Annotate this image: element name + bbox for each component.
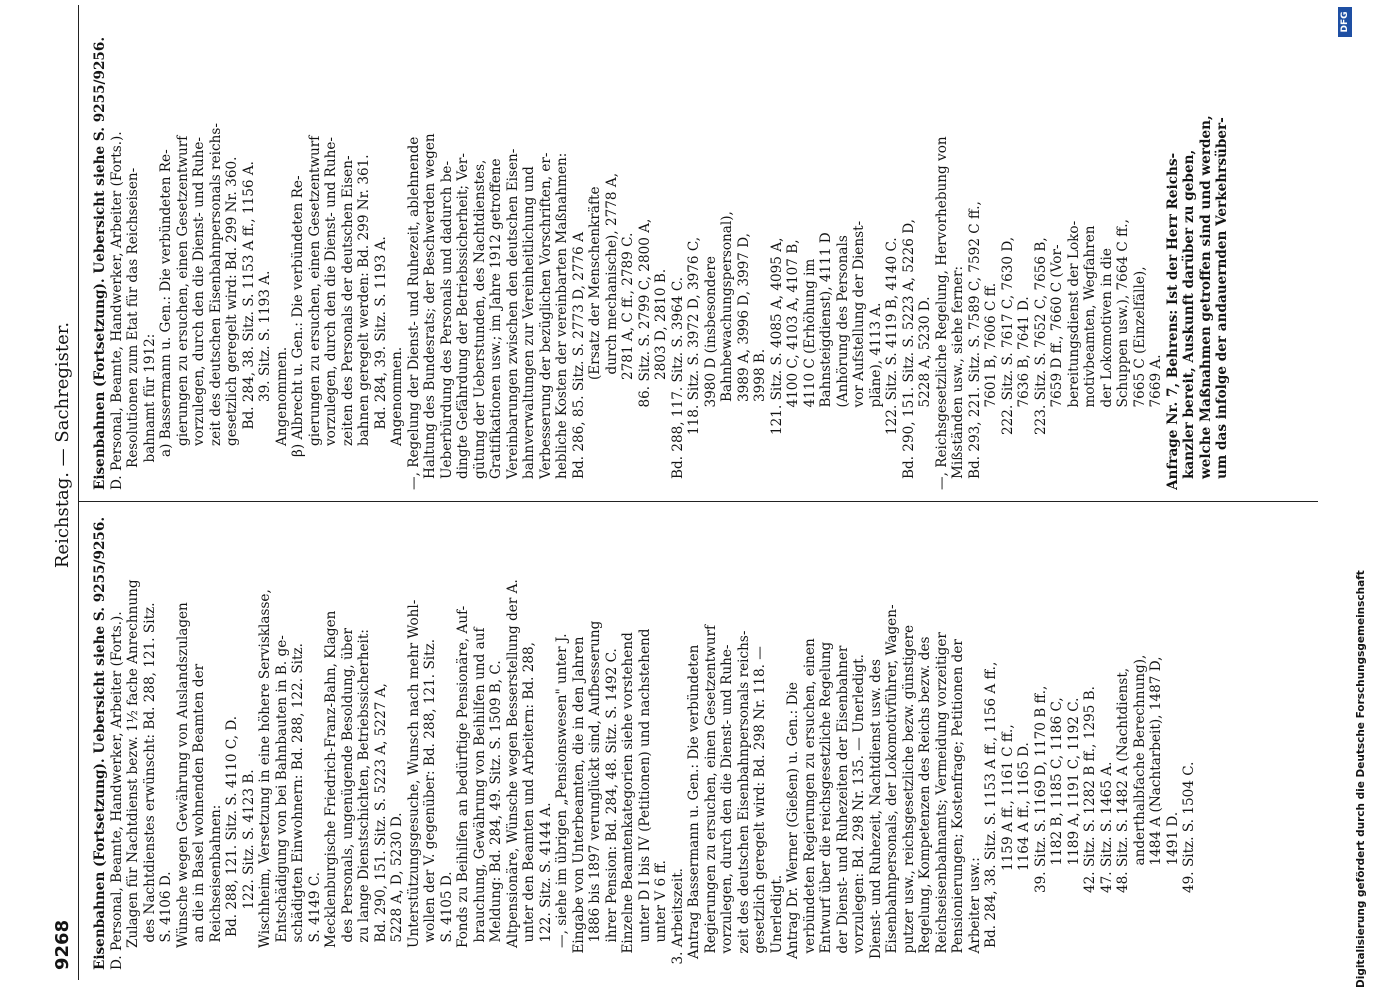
- index-line: vorzulegen: Bd. 298 Nr. 135. — Unerledigt.: [851, 654, 867, 954]
- index-line: —, Regelung der Dienst- und Ruhezeit, ablehnende: [405, 136, 422, 490]
- index-line: 122. Sitz. S. 4123 B.: [240, 769, 257, 910]
- index-line: 2803 D, 2810 B.: [653, 268, 669, 380]
- index-line: zeit des deutschen Eisenbahnpersonals reichs-: [735, 630, 752, 954]
- index-line: 5228 A, D, 5230 D.: [389, 812, 405, 943]
- index-line: zeiten des Personals der deutschen Eisen-: [339, 155, 356, 446]
- index-line: 7601 B, 7606 C ff.: [983, 282, 999, 408]
- index-line: der Dienst- und Ruhezeiten der Eisenbahner: [834, 645, 851, 954]
- index-line: Eisenbahnen (Fortsetzung). Uebersicht siehe S. 9255/9256.: [92, 36, 108, 490]
- index-line: Mecklenburgische Friedrich-Franz-Bahn, Klagen: [323, 610, 339, 948]
- index-line: zu lange Dienstschichten, Betriebssicherheit:: [356, 629, 372, 943]
- index-line: β) Albrecht u. Gen.: Die verbündeten Re-: [290, 175, 306, 457]
- index-line: Regierungen zu ersuchen, einen Gesetzentwurf: [702, 624, 719, 954]
- index-line: hebliche Kosten der vereinbarten Maßnahmen:: [554, 152, 570, 479]
- index-line: zeit des deutschen Eisenbahnpersonals reichs-: [207, 123, 224, 446]
- index-line: anderthalbfache Berechnung),: [1131, 654, 1148, 866]
- index-line: 1484 A (Nachtarbeit), 1487 D,: [1148, 656, 1164, 866]
- digitization-credit: Digitalisierung gefördert durch die Deutsche Forschungsgemeinschaft: [1355, 570, 1367, 988]
- page-number: 9268: [52, 919, 73, 970]
- page-title: Reichstag. — Sachregister.: [52, 321, 73, 569]
- column-divider: [78, 501, 1318, 502]
- index-line: wollen der V. gegenüber: Bd. 288, 121. Sitz.: [422, 638, 438, 943]
- index-line: brauchung, Gewährung von Beihilfen und auf: [471, 627, 488, 943]
- index-line: Resolutionen zum Etat für das Reichseisen-: [125, 167, 141, 468]
- index-line: Eisenbahnen (Fortsetzung). Uebersicht siehe S. 9255/9256.: [92, 516, 108, 970]
- index-line: 1189 A, 1191 C, 1192 C.: [1065, 697, 1082, 866]
- index-line: Verbesserung der bezüglichen Vorschriften, er-: [537, 152, 554, 479]
- index-line: Schuppen usw.), 7664 C ff.,: [1115, 219, 1131, 408]
- index-line: Unterstützungsgesuche, Wunsch nach mehr Wohl-: [405, 599, 422, 948]
- index-line: gütung der Ueberstunden, des Nachtdienstes,: [471, 159, 488, 479]
- index-line: 49. Sitz. S. 1504 C.: [1181, 761, 1197, 893]
- index-line: —, siehe im übrigen „Pensionswesen" unter J.: [554, 633, 570, 948]
- index-line: Bahnsteigdienst), 4111 D: [818, 232, 834, 408]
- index-line: D. Personal, Beamte, Handwerker, Arbeiter (Forts.).: [108, 131, 125, 490]
- index-line: bahnamt für 1912:: [141, 333, 158, 463]
- index-line: Altpensionäre, Wünsche wegen Besserstellung der A.: [504, 579, 521, 948]
- index-line: Angenommen.: [389, 346, 405, 446]
- index-line: Bd. 293, 221. Sitz. S. 7589 C, 7592 C ff.,: [966, 201, 983, 479]
- index-line: 4100 C, 4103 A, 4107 B,: [785, 239, 801, 408]
- index-line: Bd. 290, 151. Sitz. S. 5223 A, 5226 D,: [900, 219, 917, 479]
- index-line: kanzler bereit, Auskunft darüber zu geben,: [1181, 149, 1197, 479]
- index-line: unter den Beamten und Arbeitern: Bd. 288,: [521, 642, 537, 943]
- index-line: 7659 D ff., 7660 C (Vor-: [1049, 244, 1065, 408]
- index-line: durch mechanische), 2778 A,: [603, 172, 620, 375]
- index-line: putzer usw., reichsgesetzliche bezw. günstigere: [900, 624, 917, 954]
- index-line: Ueberbürdung des Personals und dadurch be-: [438, 160, 455, 479]
- index-line: bereitungsdienst der Loko-: [1065, 220, 1082, 408]
- index-line: dingte Gefährdung der Betriebssicherheit; Ver-: [455, 153, 471, 479]
- index-line: 1886 bis 1897 verunglückt sind, Aufbesserung: [587, 620, 603, 943]
- index-line: Bd. 284, 38. Sitz. S. 1153 A ff., 1156 A ff.,: [983, 661, 999, 948]
- index-line: Regelung, Kompetenzen des Reichs bezw. des: [917, 636, 933, 954]
- index-line: der Lokomotiven in die: [1098, 248, 1115, 408]
- index-line: unter V 6 ff.: [653, 860, 669, 943]
- index-line: 122. Sitz. S. 4144 A.: [537, 802, 554, 943]
- index-line: schädigten Einwohnern: Bd. 288, 122. Sitz.: [290, 643, 306, 943]
- index-line: 3998 B.: [752, 348, 768, 402]
- index-line: 222. Sitz. S. 7617 C, 7630 D,: [999, 236, 1016, 435]
- index-line: 7665 C (Einzelfälle),: [1131, 266, 1148, 408]
- index-line: Angenommen.: [273, 346, 290, 446]
- index-line: 223. Sitz. S. 7652 C, 7656 B,: [1032, 237, 1049, 435]
- index-line: S. 4149 C.: [306, 871, 323, 943]
- index-line: D. Personal, Beamte, Handwerker, Arbeiter (Forts.).: [108, 611, 125, 970]
- index-line: 1159 A ff., 1161 C ff.,: [999, 724, 1016, 871]
- index-line: Bd. 284, 38. Sitz. S. 1153 A ff., 1156 A.: [240, 160, 257, 430]
- index-line: bahnverwaltungen zur Vereinheitlichung und: [521, 166, 537, 479]
- index-line: gierungen zu ersuchen, einen Gesetzentwurf: [174, 135, 191, 446]
- index-line: Mißständen usw., siehe ferner:: [950, 265, 966, 479]
- index-line: 2781 A, C ff., 2789 C.: [620, 232, 636, 380]
- index-line: (Ersatz der Menschenkräfte: [587, 186, 603, 380]
- index-line: vor Aufstellung der Dienst-: [851, 220, 867, 408]
- index-line: S. 4105 D.: [438, 871, 455, 943]
- index-line: 47. Sitz. S. 1465 A.: [1098, 761, 1115, 893]
- index-line: 42. Sitz. S. 1282 B ff., 1295 B.: [1082, 686, 1098, 893]
- index-line: 1182 B, 1185 C, 1186 C,: [1049, 697, 1065, 866]
- index-line: 7636 B, 7641 D.: [1016, 296, 1032, 408]
- index-line: gierungen zu ersuchen, einen Gesetzentwurf: [306, 135, 323, 446]
- index-line: Reichseisenbahnamts; Vermeidung vorzeitiger: [933, 632, 950, 954]
- left-column: [92, 515, 1198, 970]
- index-line: gesetzlich geregelt wird: Bd. 299 Nr. 360.: [224, 156, 240, 446]
- index-line: vorzulegen, durch den die Dienst- und Ruhe-: [719, 644, 735, 954]
- index-line: welche Maßnahmen getroffen sind und werden,: [1197, 115, 1214, 479]
- index-line: (Anhörung des Personals: [834, 235, 851, 408]
- index-line: Bd. 288, 121. Sitz. S. 4110 C, D.: [224, 715, 240, 937]
- index-line: Haltung des Bundesrats; der Beschwerden wegen: [422, 133, 438, 479]
- index-line: Einzelne Beamtenkategorien siehe vorstehend: [620, 632, 636, 954]
- index-line: vorzulegen, durch den die Dienst- und Ruhe-: [191, 136, 207, 446]
- index-line: Eingabe von Unterbeamten, die in den Jahren: [570, 636, 587, 954]
- index-line: gesetzlich geregelt wird: Bd. 298 Nr. 118. —: [752, 646, 768, 954]
- index-line: Bd. 284, 39. Sitz. S. 1193 A.: [372, 236, 389, 430]
- index-line: ihrer Pension: Bd. 284, 48. Sitz. S. 1492 C.: [603, 648, 620, 943]
- index-line: Vereinbarungen zwischen den deutschen Eisen-: [504, 148, 521, 479]
- index-line: an die in Basel wohnenden Beamten der: [191, 663, 207, 943]
- index-line: Entwurf über die reichsgesetzliche Regelung: [818, 641, 834, 954]
- index-line: Entschädigung von bei Bahnbauten in B. ge-: [273, 635, 290, 943]
- index-line: verbündeten Regierungen zu ersuchen, einen: [801, 638, 818, 954]
- index-line: Bahnbewachungspersonal),: [719, 211, 735, 402]
- index-line: S. 4106 D.: [158, 871, 174, 943]
- index-line: Bd. 288, 117. Sitz. S. 3964 C.: [669, 276, 686, 479]
- index-line: motivbeamten, Wegfahren: [1082, 225, 1098, 408]
- right-column: [92, 35, 1231, 490]
- index-line: a) Bassermann u. Gen.: Die verbündeten Re-: [158, 149, 174, 457]
- index-line: des Personals, ungenügende Besoldung, über: [339, 627, 356, 943]
- index-line: unter D I bis IV (Petitionen) und nachstehend: [636, 628, 653, 943]
- index-line: —, Reichsgesetzliche Regelung, Hervorhebung von: [933, 136, 950, 490]
- index-line: Pensionierungen; Kostenfrage; Petitionen der: [950, 639, 966, 954]
- index-line: 122. Sitz. S. 4119 B, 4140 C.: [884, 237, 900, 435]
- index-line: Zulagen für Nachtdienst bezw. 1½ fache Anrechnung: [125, 579, 141, 948]
- index-line: 3989 A, 3996 D, 3997 D,: [735, 233, 752, 402]
- index-line: 1164 A ff., 1165 D.: [1016, 742, 1032, 871]
- index-line: Antrag Bassermann u. Gen.: Die verbündeten: [686, 644, 702, 959]
- index-line: 3980 D (insbesondere: [702, 256, 719, 408]
- index-line: Eisenbahnpersonals, der Lokomotivführer, Wagen-: [884, 604, 900, 954]
- index-line: Meldung: Bd. 284, 49. Sitz. S. 1509 B, C.: [488, 660, 504, 943]
- index-line: Fonds zu Beihilfen an bedürftige Pensionäre, Auf-: [455, 605, 471, 948]
- index-line: Antrag Dr. Werner (Gießen) u. Gen.: Die: [785, 682, 801, 959]
- index-line: Gratifikationen usw.; im Jahre 1912 getroffene: [488, 158, 504, 479]
- index-line: Dienst- und Ruhezeit, Nachtdienst usw. des: [867, 659, 884, 959]
- index-line: 5228 A, 5230 D.: [917, 296, 933, 408]
- index-line: 86. Sitz. S. 2799 C, 2800 A,: [636, 218, 653, 408]
- index-line: 39. Sitz. S. 1169 D, 1170 B ff.,: [1032, 685, 1049, 893]
- header-rule: [78, 5, 79, 980]
- index-line: 1491 D.: [1164, 811, 1181, 866]
- index-line: Wischheim, Versetzung in eine höhere Servisklasse,: [257, 589, 273, 948]
- index-line: Arbeiter usw.:: [966, 857, 983, 954]
- index-line: Bd. 286, 85. Sitz. S. 2773 D, 2776 A: [570, 232, 587, 479]
- index-line: 121. Sitz. S. 4085 A, 4095 A,: [768, 237, 785, 435]
- index-line: bahnen geregelt werden: Bd. 299 Nr. 361.: [356, 154, 372, 446]
- index-line: Wünsche wegen Gewährung von Auslandszulagen: [174, 602, 191, 948]
- index-line: 7669 A.: [1148, 354, 1164, 408]
- index-line: Unerledigt.: [768, 874, 785, 954]
- index-line: des Nachtdienstes erwünscht: Bd. 288, 121. Sitz.: [141, 602, 158, 943]
- index-line: 48. Sitz. S. 1482 A (Nachtdienst,: [1115, 667, 1131, 893]
- index-line: pläne), 4113 A.: [867, 302, 884, 408]
- dfg-logo: DFG: [1338, 7, 1352, 37]
- index-line: 39. Sitz. S. 1193 A.: [257, 270, 273, 402]
- index-line: um das infolge der andauernden Verkehrsüber-: [1214, 117, 1230, 479]
- index-line: 3. Arbeitszeit.: [669, 868, 686, 965]
- index-line: 4110 C (Erhöhung im: [801, 258, 818, 408]
- index-line: 118. Sitz. S. 3972 D, 3976 C,: [686, 236, 702, 435]
- index-line: Reichseisenbahnen:: [207, 804, 224, 943]
- index-line: Anfrage Nr. 7, Behrens: Ist der Herr Reichs-: [1164, 152, 1181, 490]
- index-line: Bd. 290, 151. Sitz. S. 5223 A, 5227 A,: [372, 683, 389, 943]
- index-line: vorzulegen, durch den die Dienst- und Ruhe-: [323, 136, 339, 446]
